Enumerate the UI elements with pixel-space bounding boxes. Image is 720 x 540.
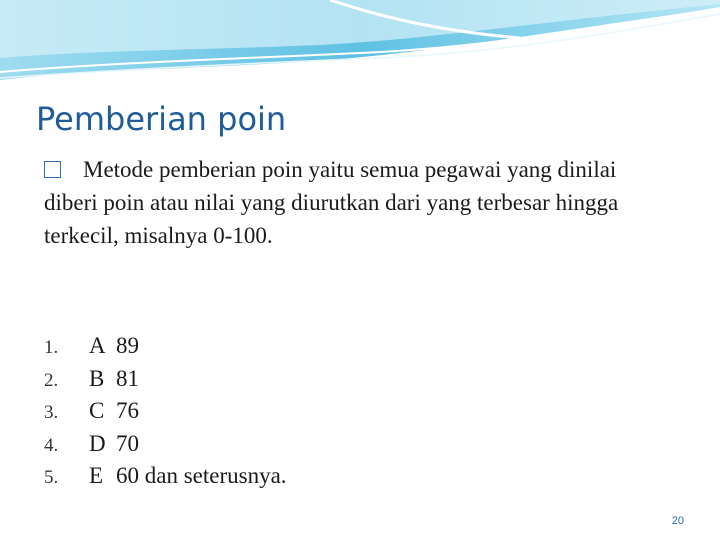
list-item bbox=[44, 428, 287, 461]
list-item-letter: D bbox=[89, 430, 106, 456]
square-bullet-icon bbox=[44, 161, 61, 178]
list-item-value: 76 bbox=[116, 398, 139, 423]
bullet-text: Metode pemberian poin yaitu semua pegawai yang dinilai diberi poin atau nilai yang diurutkan dari yang terbesar hingga terkecil, misalnya 0-100. bbox=[44, 157, 619, 248]
list-item-number: 2. bbox=[44, 369, 59, 391]
list-item bbox=[44, 460, 287, 493]
list-item-number: 5. bbox=[44, 467, 59, 488]
list-item bbox=[44, 363, 287, 396]
list-item-letter: B bbox=[89, 365, 105, 391]
bullet-paragraph bbox=[44, 153, 644, 252]
slide-title: Pemberian poin bbox=[36, 100, 287, 138]
page-number: 20 bbox=[671, 515, 684, 527]
ranking-list bbox=[44, 330, 287, 493]
header-wave-decoration bbox=[0, 0, 720, 90]
list-item-letter: A bbox=[89, 333, 106, 358]
list-item-value: 70 bbox=[116, 430, 139, 456]
list-item-letter: C bbox=[89, 398, 105, 423]
list-item-number: 4. bbox=[44, 434, 59, 456]
list-item-value: 89 bbox=[116, 333, 139, 358]
list-item-value: 81 bbox=[116, 365, 139, 391]
list-item-number: 1. bbox=[44, 337, 59, 358]
list-item-value: 60 dan seterusnya. bbox=[116, 463, 287, 488]
list-item bbox=[44, 330, 287, 363]
list-item bbox=[44, 395, 287, 428]
list-item-number: 3. bbox=[44, 402, 59, 423]
list-item-letter: E bbox=[89, 463, 104, 488]
